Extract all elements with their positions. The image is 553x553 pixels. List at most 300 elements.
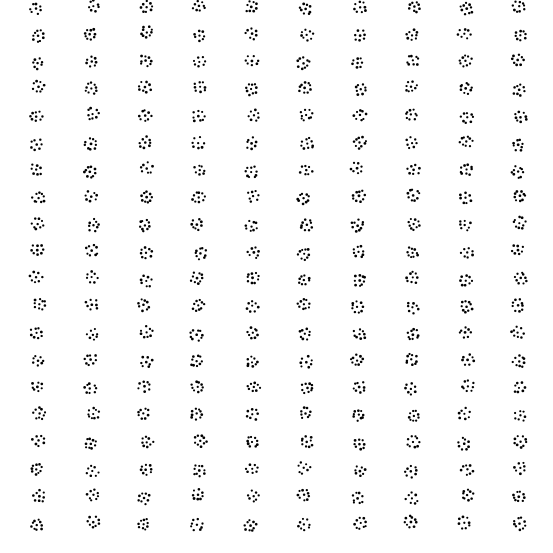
dot <box>200 383 203 386</box>
dot <box>298 465 300 467</box>
dot <box>464 54 466 56</box>
dot <box>197 115 200 118</box>
dot <box>518 418 520 420</box>
dot <box>146 308 148 310</box>
dot <box>358 274 361 277</box>
dot <box>521 381 524 384</box>
dot <box>304 173 306 175</box>
dot <box>194 83 196 85</box>
dot <box>519 410 521 412</box>
dot <box>145 91 148 94</box>
dot <box>255 523 258 526</box>
dot <box>189 331 191 333</box>
dot <box>359 285 361 287</box>
dot <box>250 167 252 169</box>
dot <box>405 33 408 36</box>
dot <box>144 86 147 89</box>
dot <box>361 495 363 497</box>
dot <box>245 468 247 470</box>
dot <box>357 409 360 412</box>
dot <box>37 472 39 474</box>
dot <box>460 88 463 91</box>
dot <box>413 248 416 251</box>
dot <box>193 60 195 62</box>
dot <box>354 280 356 282</box>
dot <box>513 523 516 526</box>
dot <box>412 63 414 65</box>
dot <box>462 120 465 123</box>
dot <box>519 94 522 97</box>
dot <box>408 416 411 419</box>
dot <box>36 223 38 225</box>
dot <box>416 31 419 34</box>
dot <box>517 111 520 114</box>
dot <box>467 93 469 95</box>
dot <box>39 5 41 7</box>
dot <box>412 223 414 225</box>
dot <box>198 196 200 198</box>
dot <box>88 170 91 173</box>
dot <box>198 272 200 274</box>
dot <box>513 9 516 12</box>
dot <box>470 199 473 202</box>
dot <box>464 418 467 421</box>
dot <box>304 383 306 385</box>
dot <box>247 139 249 141</box>
dot <box>407 302 410 305</box>
dot <box>145 474 147 476</box>
dot <box>254 464 256 466</box>
dot <box>356 519 359 522</box>
dot <box>414 502 417 505</box>
dot <box>359 114 361 116</box>
dot <box>522 86 524 88</box>
dot <box>460 227 462 229</box>
dot <box>36 524 38 526</box>
dot <box>406 251 408 253</box>
dot <box>359 502 361 504</box>
dot <box>358 386 361 389</box>
dot <box>193 137 195 139</box>
dot <box>87 109 89 111</box>
dot <box>252 332 254 334</box>
dot <box>92 362 95 365</box>
dot <box>145 361 148 364</box>
dot <box>361 358 364 361</box>
dot <box>408 494 410 496</box>
dot <box>354 311 356 313</box>
dot <box>358 333 360 335</box>
dot <box>356 62 359 65</box>
dot <box>142 10 145 13</box>
dot <box>94 354 97 357</box>
dot <box>202 386 204 388</box>
dot <box>524 220 526 222</box>
dot <box>42 224 44 226</box>
dot <box>198 475 200 477</box>
dot <box>86 273 88 275</box>
dot <box>359 470 362 473</box>
dot <box>513 169 515 171</box>
dot <box>191 387 193 389</box>
dot <box>406 467 409 470</box>
dot <box>142 365 144 367</box>
dot <box>248 220 250 222</box>
dot <box>306 143 308 145</box>
dot <box>464 197 466 199</box>
dot <box>459 220 461 222</box>
dot <box>35 473 38 476</box>
dot <box>306 4 308 6</box>
dot <box>90 165 93 168</box>
dot <box>139 142 141 144</box>
dot <box>37 364 39 366</box>
dot <box>93 488 95 490</box>
dot <box>140 6 143 9</box>
dot <box>352 494 354 496</box>
dot <box>518 522 521 525</box>
dot <box>141 220 143 222</box>
dot <box>362 250 364 252</box>
dot <box>511 57 514 60</box>
dot <box>298 282 300 284</box>
dot <box>149 2 152 5</box>
dot <box>255 222 258 225</box>
dot <box>199 498 202 501</box>
dot <box>43 414 45 416</box>
dot <box>355 86 358 89</box>
dot <box>145 196 148 199</box>
dot <box>416 329 418 331</box>
dot <box>151 5 153 7</box>
dot <box>417 308 420 311</box>
dot <box>515 116 518 119</box>
dot <box>145 492 147 494</box>
dot <box>192 7 194 9</box>
dot <box>195 412 197 414</box>
dot <box>515 149 517 151</box>
dot <box>304 229 306 231</box>
dot <box>298 277 301 280</box>
dot <box>471 140 473 142</box>
dot <box>464 191 467 194</box>
dot <box>40 143 42 145</box>
dot <box>356 527 358 529</box>
dot <box>247 276 249 278</box>
dot <box>90 195 93 198</box>
dot <box>140 500 142 502</box>
dot <box>198 191 201 194</box>
dot <box>516 245 519 248</box>
dot <box>90 299 92 301</box>
dot <box>361 11 363 13</box>
dot <box>91 113 93 115</box>
dot <box>31 196 33 198</box>
dot <box>198 30 201 33</box>
dot <box>247 302 250 305</box>
dot <box>86 355 89 358</box>
dot <box>524 194 526 196</box>
dot <box>410 465 412 467</box>
dot <box>358 443 361 446</box>
dot <box>300 527 302 529</box>
dot <box>360 166 362 168</box>
dot <box>461 284 464 287</box>
dot <box>87 91 89 93</box>
dot <box>468 247 470 249</box>
dot <box>137 302 140 305</box>
dot <box>197 386 199 388</box>
dot <box>360 522 362 524</box>
dot <box>356 93 359 96</box>
dot <box>191 358 193 360</box>
dot <box>197 354 200 357</box>
dot <box>353 140 356 143</box>
dot <box>305 463 307 465</box>
dot <box>355 353 357 355</box>
dot <box>193 468 195 470</box>
dot <box>408 31 410 33</box>
dot <box>90 38 92 40</box>
dot <box>516 92 519 95</box>
dot <box>196 524 198 526</box>
dot <box>34 408 36 410</box>
dot <box>521 304 524 307</box>
dot <box>302 203 305 206</box>
dot <box>251 441 253 443</box>
dot <box>304 29 306 31</box>
dot <box>142 89 144 91</box>
dot <box>411 252 413 254</box>
dot <box>519 194 522 197</box>
dot <box>149 328 151 330</box>
dot <box>42 441 45 444</box>
dot <box>361 190 363 192</box>
dot <box>469 222 472 225</box>
dot <box>465 274 468 277</box>
dot <box>462 356 465 359</box>
dot <box>146 522 148 524</box>
dot <box>197 435 199 437</box>
dot <box>247 273 250 276</box>
dot <box>462 4 465 7</box>
dot <box>514 113 516 115</box>
dot <box>518 54 520 56</box>
dot <box>42 500 44 502</box>
dot <box>513 92 516 95</box>
dot <box>251 191 254 194</box>
dot <box>250 27 252 29</box>
dot <box>34 299 37 302</box>
dot <box>138 495 141 498</box>
dot <box>517 495 520 498</box>
dot <box>92 407 95 410</box>
dot <box>94 254 97 257</box>
dot <box>31 223 33 225</box>
dot <box>40 29 42 31</box>
dot <box>303 392 305 394</box>
dot <box>248 497 251 500</box>
dot <box>32 61 34 63</box>
dot <box>41 418 43 420</box>
dot <box>41 387 43 389</box>
dot <box>518 5 520 7</box>
dot <box>305 445 307 447</box>
dot <box>310 222 312 224</box>
dot <box>35 468 37 470</box>
dot <box>203 142 205 144</box>
dot <box>148 225 151 228</box>
dot <box>512 173 515 176</box>
dot <box>407 192 410 195</box>
dot <box>43 200 46 203</box>
dot <box>308 82 310 84</box>
dot <box>145 6 147 8</box>
dot <box>307 391 309 393</box>
dot <box>357 84 359 86</box>
dot <box>246 10 248 12</box>
dot <box>87 467 89 469</box>
dot <box>96 333 98 335</box>
dot <box>150 171 152 173</box>
dot <box>408 7 411 10</box>
dot <box>466 64 468 66</box>
dot <box>296 198 299 201</box>
dot <box>144 417 147 420</box>
dot <box>247 62 249 64</box>
dot <box>147 118 149 120</box>
dot <box>296 59 299 62</box>
dot <box>467 309 469 311</box>
dot <box>462 309 465 312</box>
dot <box>359 34 362 37</box>
dot <box>145 167 148 170</box>
dot <box>85 86 88 89</box>
dot <box>89 65 91 67</box>
dot <box>360 119 362 121</box>
dot <box>415 11 418 14</box>
dot <box>33 149 36 152</box>
dot <box>89 137 91 139</box>
dot <box>457 33 460 36</box>
dot <box>300 9 303 12</box>
dot <box>364 6 367 9</box>
dot <box>462 65 464 67</box>
dot <box>39 521 42 524</box>
dot <box>203 442 205 444</box>
dot <box>32 172 35 175</box>
dot <box>201 522 203 524</box>
dot <box>34 306 36 308</box>
dot <box>204 60 206 62</box>
dot <box>151 29 153 31</box>
dot <box>255 491 257 493</box>
dot <box>244 528 247 531</box>
dot <box>514 390 517 393</box>
dot <box>40 331 43 334</box>
dot <box>203 469 205 471</box>
dot <box>512 305 514 307</box>
dot <box>203 256 206 259</box>
dot <box>92 439 95 442</box>
dot <box>364 9 367 12</box>
dot <box>464 326 466 328</box>
dot <box>361 501 363 503</box>
dot <box>305 201 308 204</box>
dot <box>142 437 144 439</box>
dot <box>311 359 313 361</box>
dot <box>460 329 462 331</box>
dot <box>301 221 304 224</box>
dot <box>142 274 145 277</box>
dot <box>351 361 353 363</box>
dot <box>305 299 307 301</box>
dot <box>255 7 258 10</box>
dot <box>94 172 97 175</box>
dot <box>38 111 40 113</box>
dot <box>415 281 418 284</box>
dot <box>41 193 43 195</box>
dot <box>40 435 42 437</box>
dot <box>143 523 145 525</box>
dot <box>197 381 200 384</box>
dot <box>306 338 308 340</box>
dot <box>32 271 35 274</box>
dot <box>302 2 305 5</box>
dot <box>353 8 356 11</box>
dot <box>256 440 258 442</box>
dot <box>416 305 418 307</box>
dot <box>146 228 149 231</box>
dot <box>88 229 90 231</box>
dot <box>301 443 303 445</box>
dot <box>515 470 517 472</box>
dot <box>92 138 94 140</box>
dot <box>201 30 204 33</box>
dot <box>89 497 91 499</box>
dot <box>36 249 39 252</box>
dot <box>469 145 471 147</box>
dot <box>149 88 152 91</box>
dot <box>140 330 142 332</box>
dot <box>92 526 95 529</box>
dot <box>195 171 197 173</box>
dot <box>35 463 38 466</box>
dot <box>308 137 310 139</box>
dot <box>519 1 521 3</box>
dot <box>138 526 140 528</box>
dot <box>415 355 418 358</box>
dot <box>190 223 193 226</box>
dot <box>519 414 521 416</box>
dot <box>405 85 407 87</box>
dot <box>359 200 362 203</box>
dot <box>306 407 309 410</box>
dot <box>254 246 256 248</box>
dot <box>512 4 514 6</box>
dot <box>412 312 414 314</box>
dot <box>94 168 97 171</box>
dot <box>150 278 152 280</box>
dot <box>364 521 367 524</box>
dot <box>90 499 92 501</box>
dot <box>470 497 473 500</box>
dot <box>39 40 41 42</box>
dot <box>255 418 258 421</box>
dot <box>93 339 95 341</box>
dot <box>87 147 90 150</box>
dot <box>406 355 409 358</box>
